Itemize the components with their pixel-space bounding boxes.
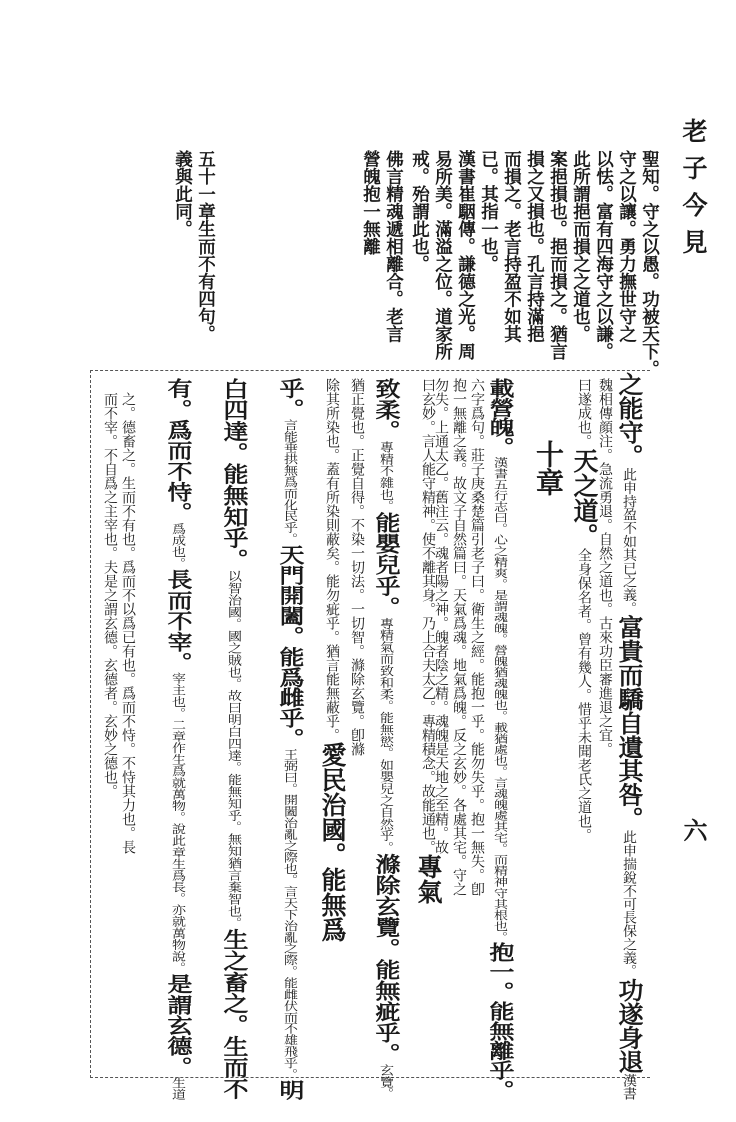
commentary-column: 六字爲句。莊子庚桑楚篇引老子曰。衛生之經。能抱一乎。能勿失乎。抱一無失。卽 (469, 378, 485, 896)
commentary-text: 王弼曰。開闔治亂之際也。言天下治亂之際。能雌伏而不雄飛乎。 (282, 748, 298, 1080)
upper-note-column: 佛言精魂遞相離合。老言 (383, 150, 404, 343)
commentary-text: 宰主也。二章作生爲就萬物。說此章生爲長。亦就萬物說。 (170, 672, 186, 974)
upper-note-column: 以怯。富有四海守之以謙。 (593, 150, 614, 360)
commentary-column: 猶正覺也。正覺自得。不染一切法。一切智。滌除玄覽。卽滌 (349, 378, 365, 756)
upper-note-column: 守之以讓。勇力撫世守之 (616, 150, 637, 343)
commentary-text: 漢書五行志曰。心之精爽。是謂魂魄。營魄猶魂魄也。載猶處也。言魂魄處其宅。而精神守其根也。 (492, 456, 508, 943)
main-text: 功遂身退 (615, 977, 644, 1074)
upper-note-column: 營魄抱一無離 (360, 150, 381, 255)
commentary-column: 而不宰。不自爲之主宰也。夫是之謂玄德。玄德者。玄妙之德也。 (102, 392, 118, 798)
upper-note-column: 損之又損也。孔言持滿挹 (524, 150, 545, 343)
main-column (374, 378, 399, 1100)
main-text: 天之道。 (570, 448, 599, 548)
commentary-text: 曰遂成也。 (576, 378, 592, 448)
main-text: 天門開闔。能爲雌乎。 (276, 544, 305, 749)
commentary-text: 生道 (170, 1076, 186, 1100)
upper-note-column: 五十一章生而不有四句。 (195, 150, 216, 343)
commentary-text: 以智治國。國之賊也。故曰明白四達。能無知乎。無知猶言棄智也。 (226, 570, 242, 929)
main-text: 愛民治國。能無爲 (318, 742, 347, 942)
commentary-column: 抱一無離之義。故文子自然篇曰。天氣爲魂。地氣爲魄。反之玄妙。各處其宅。守之 (451, 378, 467, 896)
upper-note-column: 已。其指一也。 (478, 150, 499, 273)
running-title: 老子今見 (679, 118, 708, 266)
upper-note-column: 案挹損也。挹而損之。猶言 (547, 150, 568, 360)
upper-note-column: 聖知。守之以愚。功被天下。 (639, 150, 660, 378)
commentary-column: 魏相傳顔注。急流勇退。自然之道也。古來功臣審進退之宜。 (597, 378, 613, 756)
main-text: 長而不宰。 (164, 569, 193, 673)
commentary-text: 此申揣銳不可長保之義。 (621, 830, 637, 978)
main-column (222, 378, 247, 1100)
commentary-text: 專精不雜也。 (378, 441, 394, 513)
main-text: 載營魄。 (486, 378, 515, 457)
commentary-text: 玄覽。 (378, 1064, 394, 1100)
main-text: 明 (276, 1079, 305, 1101)
commentary-text: 全身保名者。曾有幾人。惜乎未聞老氏之道也。 (576, 548, 592, 842)
commentary-text: 曰玄妙。言人能守精神。使不離其身。乃上合夫太乙。專精積念。故能通也。 (420, 378, 436, 854)
commentary-text: 言能垂拱無爲而化民乎。 (282, 418, 298, 545)
main-text: 有。爲而不恃。 (164, 378, 193, 523)
commentary-column: 之。德畜之。生而不有也。爲而不以爲已有也。爲而不恃。不恃其力也。長 (120, 392, 136, 854)
upper-note-column: 漢書崔駰傳。謙德之光。周 (455, 150, 476, 360)
main-column (278, 378, 303, 1100)
upper-note-column: 義與此同。 (172, 150, 193, 238)
main-text: 能嬰兒乎。 (372, 512, 401, 618)
commentary-text: 專精氣而致和柔。能無慾。如嬰兒之自然乎。 (378, 617, 394, 854)
main-column (320, 378, 345, 942)
commentary-text: 爲成也。 (170, 522, 186, 570)
main-text: 白四達。能無知乎。 (220, 378, 249, 571)
main-column (166, 378, 191, 1100)
commentary-column: 勿失。上通太乙。舊注云。魂者陽之神。魄者陰之精。魂魄是天地之至精。故 (433, 378, 449, 854)
main-text: 專氣 (414, 854, 443, 904)
main-column (572, 378, 597, 842)
main-column (617, 372, 642, 1100)
main-text: 乎。 (276, 378, 305, 419)
upper-note-column: 此所謂挹而損之之道也。 (570, 150, 591, 343)
main-text: 滌除玄覽。能無疵乎。 (372, 853, 401, 1065)
upper-note-column: 易所美。滿溢之位。道家所 (432, 150, 453, 360)
main-column (488, 378, 513, 1100)
commentary-text: 漢書 (621, 1073, 637, 1101)
upper-note-column: 戒。殆謂此也。 (409, 150, 430, 273)
commentary-text: 此申持盈不如其已之義。 (621, 467, 637, 616)
main-text: 生之畜之。生而不 (220, 928, 249, 1100)
main-text: 是謂玄德。 (164, 973, 193, 1077)
upper-note-column: 而損之。老言持盈不如其 (501, 150, 522, 343)
chapter-heading: 十章 (532, 440, 565, 496)
main-text: 致柔。 (372, 378, 401, 442)
main-column (416, 378, 441, 904)
page-number: 六 (679, 818, 708, 842)
main-text: 之能守。 (615, 372, 644, 468)
main-text: 富貴而驕自遺其咎。 (615, 615, 644, 831)
commentary-text: 除其所染也。蓋有所染則蔽矣。能勿疵乎。猶言能無蔽乎。 (324, 378, 340, 742)
main-text: 抱一。能無離乎。 (486, 942, 515, 1100)
